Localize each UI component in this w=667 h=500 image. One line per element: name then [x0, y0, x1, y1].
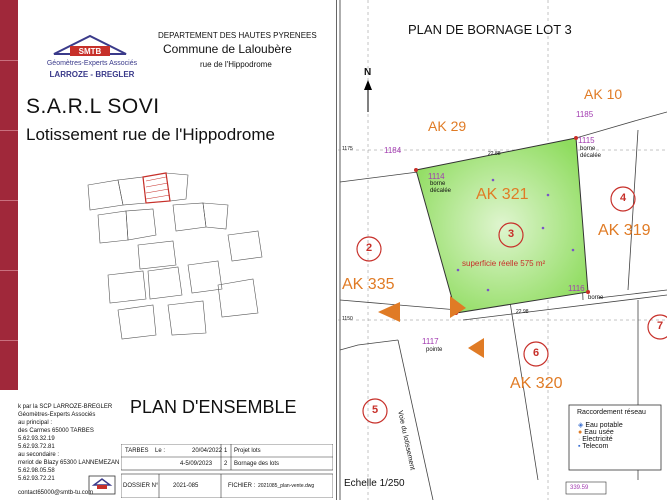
logo-firm: LARROZE - BREGLER: [49, 70, 135, 79]
telecom-icon: ▪: [578, 443, 581, 450]
scale-label: Echelle 1/250: [344, 478, 405, 489]
plan-ensemble-sheet: [18, 0, 337, 500]
parcel-ak319: AK 319: [598, 222, 651, 239]
parcel-ak321: AK 321: [476, 186, 529, 203]
office-line: Géomètres-Experts Associés: [18, 412, 96, 418]
tb-desc-2: Bornage des lots: [234, 461, 280, 467]
water-icon: ◈: [578, 422, 584, 429]
office-email: contact65000@smtb-tu.com: [18, 490, 94, 496]
dimension-bottom: 22.98: [516, 309, 529, 315]
office-line: 5.62.93.72.21: [18, 476, 55, 482]
lot-5-number: 5: [371, 404, 379, 416]
department-text: DEPARTEMENT DES HAUTES PYRENEES: [158, 31, 317, 40]
office-line: au secondaire :: [18, 452, 60, 458]
office-line: au principal :: [18, 420, 53, 426]
parcel-ak29: AK 29: [428, 118, 467, 134]
tb-date-1: 20/04/2022: [192, 448, 223, 454]
lot-6-number: 6: [532, 347, 540, 359]
legend-item: [578, 436, 658, 443]
legend-title: Raccordement réseau: [577, 409, 646, 416]
street-text: rue de l'Hippodrome: [200, 60, 272, 69]
project-name: Lotissement rue de l'Hippodrome: [26, 125, 275, 144]
point-1184: 1184: [384, 146, 402, 155]
electricity-icon: ·: [578, 436, 581, 443]
lot-4-number: 4: [619, 192, 627, 204]
smtb-small-logo-icon: [88, 475, 116, 495]
plan-ensemble-title: PLAN D'ENSEMBLE: [130, 397, 297, 417]
lot-7-number: 7: [656, 320, 664, 332]
legend-item: [578, 421, 658, 429]
office-line: 5.62.93.32.19: [18, 436, 55, 442]
parcel-ak335: AK 335: [342, 276, 395, 293]
tb-fichier-value: 2021085_plan-vente.dwg: [258, 483, 315, 489]
lot-2-number: 2: [365, 242, 373, 254]
office-line: des Carmes 65000 TARBES: [18, 428, 94, 434]
legend-list: [578, 421, 658, 450]
office-line: 5.62.98.05.58: [18, 468, 55, 474]
tb-dossier-label: DOSSIER N°: [123, 483, 159, 489]
tb-le: Le :: [155, 448, 166, 454]
legend-item-label: Eau usée: [584, 429, 614, 436]
office-line: rreriot de Blazy 65300 LANNEMEZAN: [18, 460, 120, 466]
north-label: N: [364, 67, 372, 78]
tb-num-1: 1: [224, 448, 228, 454]
plan-bornage-sheet: [338, 0, 667, 500]
company-name: S.A.R.L SOVI: [26, 95, 160, 118]
legend-item: [578, 443, 658, 450]
tb-date-2: 4-5/09/2023: [180, 461, 213, 467]
office-line: k par la SCP LARROZE-BREGLER: [18, 404, 113, 410]
legend-item-label: Telecom: [582, 443, 609, 450]
point-1116: 1116: [568, 284, 585, 293]
voie-label: Voie du lotissement: [396, 410, 416, 471]
point-1117: 1117: [422, 337, 439, 346]
smtb-logo: [40, 30, 140, 82]
borne-decalee-right: borne décalée: [580, 146, 602, 159]
borne-label: borne: [588, 295, 604, 301]
sewage-icon: ●: [578, 429, 583, 436]
dimension-top: 22.88: [488, 151, 501, 157]
office-line: 5.62.93.72.81: [18, 444, 55, 450]
legend-item: [578, 429, 658, 436]
legend-item-label: Eau potable: [585, 422, 623, 429]
tb-num-2: 2: [224, 461, 228, 467]
left-red-sidebar: [0, 0, 18, 390]
parcel-ak320: AK 320: [510, 375, 563, 392]
point-1114: 1114: [428, 172, 445, 181]
pointe-label: pointe: [426, 347, 443, 353]
grid-label-1150: 1150: [342, 316, 353, 322]
point-1185: 1185: [576, 110, 594, 119]
altitude-value: 339.59: [570, 485, 589, 491]
parcel-ak10: AK 10: [584, 86, 623, 102]
borne-decalee-left: borne décalée: [430, 181, 452, 194]
tb-desc-1: Projet lots: [234, 448, 261, 454]
logo-brand: SMTB: [78, 47, 102, 56]
logo-tagline: Géomètres-Experts Associés: [46, 60, 138, 67]
grid-label-1175: 1175: [342, 146, 353, 152]
superficie-text: superficie réelle 575 m²: [462, 259, 546, 268]
legend-item-label: Electricité: [582, 436, 613, 443]
bornage-title: PLAN DE BORNAGE LOT 3: [408, 22, 572, 37]
tb-place: TARBES: [125, 448, 149, 454]
point-1115: 1115: [578, 136, 595, 145]
tb-fichier-label: FICHIER :: [228, 483, 256, 489]
lot-3-number: 3: [507, 228, 515, 240]
tb-dossier-value: 2021-085: [173, 483, 199, 489]
overview-map: [78, 165, 288, 355]
commune-text: Commune de Laloubère: [163, 42, 292, 56]
